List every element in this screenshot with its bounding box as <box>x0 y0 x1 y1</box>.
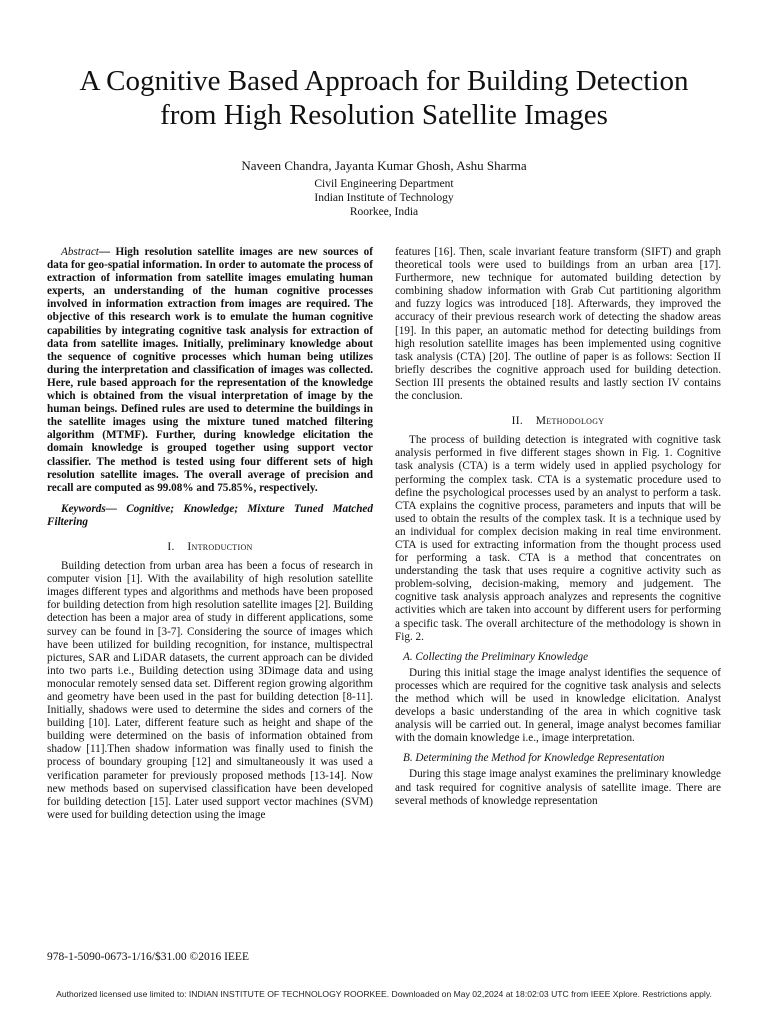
copyright-notice: 978-1-5090-0673-1/16/$31.00 ©2016 IEEE <box>47 951 249 963</box>
right-column <box>395 246 721 808</box>
section-heading-introduction <box>47 541 373 554</box>
section-number: II. <box>511 415 524 428</box>
left-column <box>47 246 373 822</box>
abstract <box>47 246 373 495</box>
keywords <box>47 503 373 529</box>
author-list: Naveen Chandra, Jayanta Kumar Ghosh, Ashu Sharma <box>241 158 527 173</box>
affiliation <box>40 177 728 219</box>
paper-title-line-1: A Cognitive Based Approach for Building Detection <box>79 65 689 97</box>
section-heading-methodology <box>395 415 721 428</box>
affiliation-department: Civil Engineering Department <box>314 178 454 190</box>
subsection-b-paragraph: During this stage image analyst examines the preliminary knowledge and task required for cognitive analysis of satellite image. There are several methods of knowledge representation <box>395 768 721 807</box>
affiliation-location: Roorkee, India <box>349 206 419 218</box>
abstract-text: — High resolution satellite images are new sources of data for geo-spatial information. In order to automate the process of extraction of information from satellite images emulating human experts, an understanding of the human cognitive processes involved in information extraction from images are required. The objective of this research work is to emulate the human cognitive capabilities by integrating cognitive task analysis for extraction of data from satellite images. Initially, preliminary knowledge about the sequence of cognitive processes which human being utilizes during the interpretation and classification of images was collected. Here, rule based approach for the representation of the knowledge which is obtained from the visual interpretation of image by the human beings. Defined rules are used to determine the buildings in the satellite images using the mixture tuned matched filtering algorithm (MTMF). Further, during knowledge elicitation the domain knowledge is grouped together using support vector classifier. The method is tested using four different sets of high resolution satellite images. The overall average of precision and recall are computed as 99.08% and 75.85%, respectively. <box>47 246 373 494</box>
introduction-paragraph: Building detection from urban area has been a focus of research in computer vision [1]. With the availability of high resolution satellite images different types and algorithms and methods have been proposed for building detection from high resolution satellite images [2]. Building detection has been a major area of study in different applications, some survey can be found in [3-7]. Considering the source of images which have been utilized for building recognition, for instance, multispectral pictures, SAR and LiDAR datasets, the current approach can be divided into two parts i.e., Building detection using 3Dimage data and using monocular remotely sensed data set. Different region growing algorithm and geometry have been used in the past for building detection [8-11]. Initially, shadows were used to determine the sides and corners of the building [10]. Later, different feature such as height and shape of the building were determined on the basis of information obtained from shadow [11].Then shadow information was finally used to finish the process of boundary grouping [12] and simultaneously it was used a verification parameter for previously proposed methods [13-14]. Now new methods based on supervised classification have been developed for building detection [15]. Later used support vector machines (SVM) were used for building detection using the image <box>47 560 373 821</box>
subsection-heading-b: B. Determining the Method for Knowledge Representation <box>403 752 665 765</box>
introduction-paragraph-continued: features [16]. Then, scale invariant feature transform (SIFT) and graph theoretical tools were used to buildings from an urban area [17]. Furthermore, new technique for automated building detection by combining shadow information with Grab Cut partitioning algorithm and fuzzy logics was introduced [18]. Afterwards, they improved the accuracy of their previous research work of detecting the shadow areas [19]. In this paper, an automatic method for detecting buildings from high resolution satellite images has been implemented using cognitive task analysis (CTA) [20]. The outline of paper is as follows: Section II briefly describes the cognitive approach used for building detection. Section III presents the obtained results and lastly section IV contains the conclusion. <box>395 246 721 403</box>
subsection-a-paragraph: During this initial stage the image analyst identifies the sequence of processes which are required for the cognitive task analysis and selects the method which will be used in knowledge elicitation. Analyst develops a basic understanding of the area in which cognitive task analysis will be carried out. In general, image analyst becomes familiar with the domain knowledge i.e., image interpretation. <box>395 666 721 745</box>
section-title: Methodology <box>535 415 605 428</box>
keywords-lead: Keywords <box>61 502 106 515</box>
abstract-lead: Abstract <box>61 246 99 258</box>
paper-title <box>40 64 728 132</box>
subsection-heading-a: A. Collecting the Preliminary Knowledge <box>403 650 589 663</box>
affiliation-institute: Indian Institute of Technology <box>314 192 454 204</box>
section-number: I. <box>167 540 175 553</box>
section-title: Introduction <box>187 540 253 553</box>
paper-title-line-2: from High Resolution Satellite Images <box>160 99 608 131</box>
keywords-text: — Cognitive; Knowledge; Mixture Tuned Matched Filtering <box>47 502 373 528</box>
license-footer: Authorized licensed use limited to: INDIAN INSTITUTE OF TECHNOLOGY ROORKEE. Downloaded on May 02,2024 at 18:02:03 UTC from IEEE Xplore. Restrictions apply. <box>56 989 712 999</box>
methodology-paragraph: The process of building detection is integrated with cognitive task analysis performed in five different stages shown in Fig. 1. Cognitive task analysis (CTA) is a term widely used in applied psychology for performing the complex task. CTA is a systematic procedure used to define the psychological processes used by an analyst to perform a task. CTA explains the cognitive process, parameters and inputs that will be used to obtain the results of the complex task. It is a technique used by an individual for complex decision making in real time environment. CTA is used for extracting information from the thought process used for performing a task. CTA is a method that concentrates on understanding the task that uses require a cognitive activity such as problem-solving, decision-making, memory and judgement. The cognitive task analysis approach analyzes and represents the cognitive activities which are taken into account by different users for performing a specific task. The overall architecture of the methodology is shown in Fig. 2. <box>395 434 721 643</box>
